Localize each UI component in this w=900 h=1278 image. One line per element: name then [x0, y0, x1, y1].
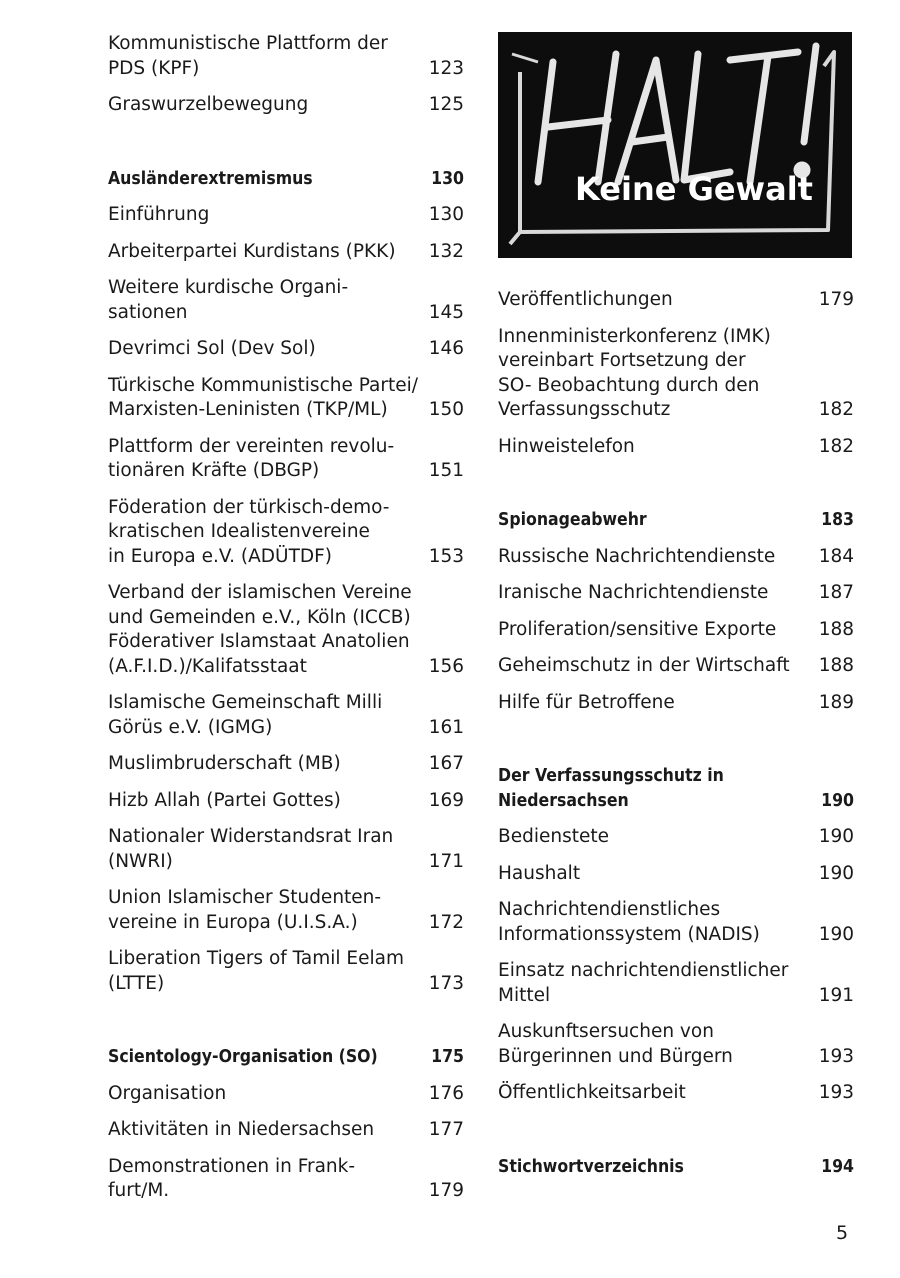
- toc-entry: [498, 862, 854, 887]
- page-number: 5: [836, 1222, 849, 1244]
- toc-entry: [108, 691, 464, 740]
- toc-entry-title: Arbeiterpartei Kurdistans (PKK): [108, 240, 396, 262]
- section-spacer: [498, 471, 854, 508]
- toc-entry-page: 179: [428, 1180, 464, 1201]
- toc-entry: [108, 886, 464, 935]
- toc-entry-page: 182: [818, 399, 854, 420]
- toc-entry-title: Föderation der türkisch-demo- kratischen Idealistenvereine in Europa e.V. (ADÜTDF): [108, 496, 390, 567]
- toc-entry-page: 193: [818, 1082, 854, 1103]
- toc-entry-title: Demonstrationen in Frank- furt/M.: [108, 1155, 356, 1201]
- toc-entry-page: 167: [428, 753, 464, 774]
- toc-entry-title: Verband der islamischen Vereine und Gemeinden e.V., Köln (ICCB) Föderativer Islamstaat Anatolien (A.F.I.D.)/Kalifatsstaat: [108, 582, 412, 677]
- toc-entry-page: 190: [818, 862, 854, 884]
- toc-entry-page: 150: [428, 399, 464, 420]
- toc-entry: [108, 1155, 464, 1204]
- toc-entry: [498, 825, 854, 850]
- toc-entry-page: 176: [428, 1082, 464, 1104]
- toc-entry-title: Graswurzelbewegung: [108, 94, 309, 115]
- toc-entry: [498, 898, 854, 947]
- toc-entry-page: 190: [818, 826, 854, 847]
- toc-entry-page: 156: [428, 655, 464, 677]
- toc-entry-page: 171: [428, 850, 464, 872]
- toc-entry-title: Auskunftsersuchen von Bürgerinnen und Bürgern: [498, 1021, 733, 1067]
- toc-entry: [108, 1082, 464, 1107]
- toc-entry: [108, 581, 464, 679]
- toc-entry-page: 172: [428, 911, 464, 933]
- toc-entry: [498, 691, 854, 716]
- toc-entry: [108, 435, 464, 484]
- toc-entry-title: Kommunistische Plattform der PDS (KPF): [108, 33, 388, 79]
- toc-entry-page: 132: [428, 240, 464, 262]
- toc-entry: [108, 1118, 464, 1143]
- section-spacer: [498, 1118, 854, 1155]
- toc-entry: [108, 789, 464, 814]
- toc-entry-title: Veröffentlichungen: [498, 289, 673, 310]
- toc-entry-title: Hilfe für Betroffene: [498, 691, 675, 713]
- toc-section-heading: [108, 1045, 464, 1070]
- toc-entry-page: 161: [428, 716, 464, 738]
- toc-entry: [108, 203, 464, 228]
- section-spacer: [108, 1008, 464, 1045]
- toc-section-heading: [498, 1155, 854, 1180]
- toc-entry: [108, 496, 464, 570]
- toc-entry-title: Hizb Allah (Partei Gottes): [108, 789, 341, 811]
- toc-entry-page: 153: [428, 545, 464, 567]
- toc-entry-title: Innenministerkonferenz (IMK) vereinbart Fortsetzung der SO- Beobachtung durch den Verfassungsschutz: [498, 325, 771, 420]
- toc-entry: [108, 825, 464, 874]
- toc-entry-title: Spionageabwehr: [498, 510, 647, 530]
- toc-entry: [498, 545, 854, 570]
- toc-section-heading: [108, 167, 464, 192]
- section-spacer: [498, 727, 854, 764]
- toc-entry-title: Scientology-Organisation (SO): [108, 1047, 378, 1067]
- toc-entry-page: 123: [428, 57, 464, 79]
- toc-entry-title: Devrimci Sol (Dev Sol): [108, 338, 316, 359]
- toc-entry-title: Haushalt: [498, 862, 581, 884]
- toc-entry: [498, 959, 854, 1008]
- toc-entry-page: 145: [428, 301, 464, 323]
- toc-entry-title: Ausländerextremismus: [108, 168, 313, 189]
- toc-entry-page: 193: [818, 1045, 854, 1067]
- toc-entry-page: 190: [821, 790, 854, 811]
- toc-entry: [108, 93, 464, 118]
- logo-subline: Keine Gewalt: [575, 170, 813, 208]
- toc-entry-page: 125: [428, 94, 464, 115]
- toc-entry-title: Proliferation/sensitive Exporte: [498, 618, 777, 640]
- toc-entry: [498, 654, 854, 679]
- toc-entry: [498, 435, 854, 460]
- toc-entry-page: 194: [821, 1156, 854, 1177]
- toc-entry-title: Bedienstete: [498, 826, 609, 847]
- toc-entry: [498, 325, 854, 423]
- toc-section-heading: [498, 764, 854, 813]
- toc-entry-title: Öffentlichkeitsarbeit: [498, 1082, 686, 1103]
- toc-entry-page: 177: [428, 1119, 464, 1140]
- toc-entry: [108, 752, 464, 777]
- toc-entry: [498, 1020, 854, 1069]
- toc-entry-page: 182: [818, 435, 854, 457]
- toc-entry-title: Organisation: [108, 1082, 227, 1104]
- toc-entry-page: 175: [431, 1047, 464, 1067]
- toc-entry-title: Einführung: [108, 204, 210, 225]
- toc-section-heading: [498, 508, 854, 533]
- toc-entry-title: Der Verfassungsschutz in Niedersachsen: [498, 766, 724, 811]
- toc-entry-page: 130: [428, 204, 464, 225]
- halt-keine-gewalt-logo: [498, 32, 852, 258]
- toc-entry-page: 191: [818, 984, 854, 1006]
- toc-entry-page: 146: [428, 338, 464, 359]
- toc-entry-title: Muslimbruderschaft (MB): [108, 753, 341, 774]
- toc-entry-page: 190: [818, 923, 854, 945]
- toc-entry-title: Islamische Gemeinschaft Milli Görüs e.V. (IGMG): [108, 692, 383, 738]
- toc-entry: [498, 1081, 854, 1106]
- toc-entry-page: 179: [818, 289, 854, 310]
- toc-entry: [108, 32, 464, 81]
- toc-entry-page: 188: [818, 618, 854, 640]
- toc-entry-title: Aktivitäten in Niedersachsen: [108, 1119, 375, 1140]
- toc-entry-page: 169: [428, 789, 464, 811]
- toc-entry-page: 130: [431, 168, 464, 189]
- toc-entry: [108, 374, 464, 423]
- toc-entry-title: Einsatz nachrichtendienstlicher Mittel: [498, 960, 789, 1006]
- toc-entry-title: Stichwortverzeichnis: [498, 1156, 684, 1177]
- toc-entry: [108, 276, 464, 325]
- toc-right-column: [498, 32, 854, 1191]
- toc-entry: [498, 581, 854, 606]
- toc-entry: [108, 947, 464, 996]
- toc-entry: [108, 337, 464, 362]
- toc-entry-title: Geheimschutz in der Wirtschaft: [498, 655, 790, 676]
- toc-entry-title: Türkische Kommunistische Partei/ Marxisten-Leninisten (TKP/ML): [108, 374, 419, 420]
- toc-entry-title: Nationaler Widerstandsrat Iran (NWRI): [108, 826, 394, 872]
- toc-entry-title: Nachrichtendienstliches Informationssystem (NADIS): [498, 899, 760, 945]
- toc-entry-page: 189: [818, 691, 854, 713]
- toc-entry: [108, 240, 464, 265]
- toc-left-column: [108, 32, 464, 1216]
- toc-entry-title: Russische Nachrichtendienste: [498, 545, 776, 567]
- toc-entry: [498, 618, 854, 643]
- toc-entry-page: 187: [818, 582, 854, 603]
- toc-entry-title: Iranische Nachrichtendienste: [498, 582, 769, 603]
- toc-entry-title: Weitere kurdische Organi- sationen: [108, 277, 349, 323]
- toc-entry-title: Liberation Tigers of Tamil Eelam (LTTE): [108, 948, 404, 994]
- toc-entry-title: Hinweistelefon: [498, 435, 635, 457]
- toc-entry: [498, 288, 854, 313]
- section-spacer: [108, 130, 464, 167]
- toc-entry-page: 188: [818, 655, 854, 676]
- toc-entry-page: 151: [428, 460, 464, 481]
- toc-entry-page: 183: [821, 510, 854, 530]
- toc-entry-title: Union Islamischer Studenten- vereine in Europa (U.I.S.A.): [108, 887, 382, 933]
- toc-entry-page: 184: [818, 545, 854, 567]
- toc-entry-page: 173: [428, 972, 464, 994]
- toc-entry-title: Plattform der vereinten revolu- tionären Kräfte (DBGP): [108, 435, 395, 481]
